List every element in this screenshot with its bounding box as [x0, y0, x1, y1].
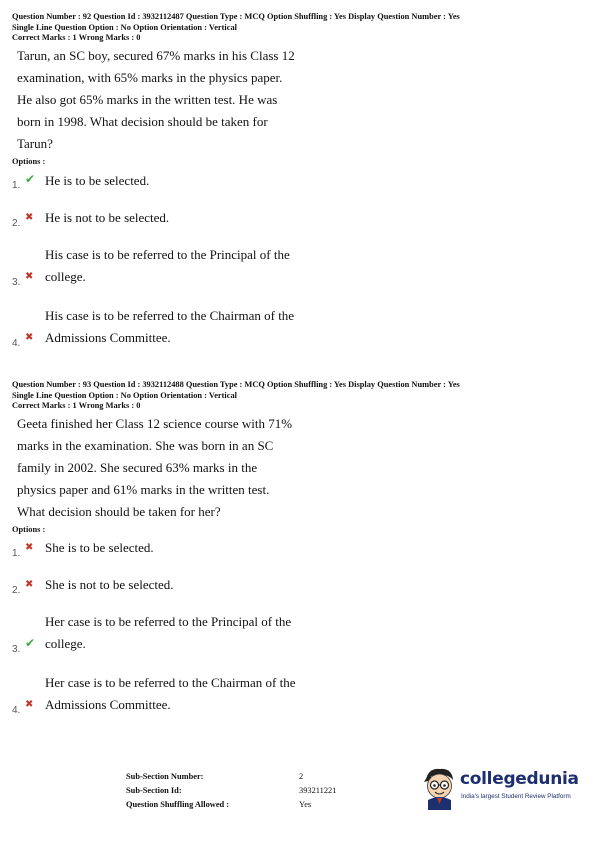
option-text-line1: His case is to be referred to the Principal of the: [45, 247, 290, 262]
stem-line: He also got 65% marks in the written test. He was: [17, 91, 278, 107]
question-92: [12, 12, 587, 167]
cross-icon: ✖: [25, 579, 34, 590]
option-1: [12, 170, 587, 192]
question-stem: [17, 45, 332, 155]
option-text: He is to be selected.: [45, 173, 150, 188]
question-meta-line2: Single Line Question Option : No Option Orientation : Vertical: [12, 390, 237, 400]
stem-line: marks in the examination. She was born in an SC: [17, 437, 274, 453]
check-icon: ✔: [25, 636, 36, 650]
option-number: 1.: [12, 180, 21, 191]
marks-line: Correct Marks : 1 Wrong Marks : 0: [12, 401, 141, 410]
option-text: He is not to be selected.: [45, 210, 170, 225]
option-text-line2: college.: [45, 636, 86, 651]
subsection-number-label: Sub-Section Number:: [126, 772, 204, 781]
option-text-line1: His case is to be referred to the Chairman of the: [45, 308, 295, 323]
option-text-line2: college.: [45, 269, 86, 284]
question-meta: Question Number : 92 Question Id : 3932112487 Question Type : MCQ Option Shuffling : Yes Display Question Number : Yes: [12, 12, 460, 21]
option-text: She is to be selected.: [45, 540, 154, 555]
stem-line: Geeta finished her Class 12 science course with 71%: [17, 415, 293, 431]
option-text-line2: Admissions Committee.: [45, 697, 171, 712]
mascot-icon: [420, 766, 458, 810]
option-text-line2: Admissions Committee.: [45, 330, 171, 345]
option-number: 4.: [12, 338, 21, 349]
question-stem: [17, 413, 332, 523]
question-meta-line2: Single Line Question Option : No Option Orientation : Vertical: [12, 22, 237, 32]
stem-line: What decision should be taken for her?: [17, 503, 221, 519]
option-1: [12, 537, 587, 559]
question-93: [12, 380, 587, 535]
option-2: [12, 574, 587, 596]
question-meta: Question Number : 93 Question Id : 3932112488 Question Type : MCQ Option Shuffling : Yes Display Question Number : Yes: [12, 380, 460, 389]
logo-tagline: India's largest Student Review Platform: [461, 793, 571, 800]
option-3: [12, 244, 587, 288]
marks-line: Correct Marks : 1 Wrong Marks : 0: [12, 33, 141, 42]
stem-line: examination, with 65% marks in the physics paper.: [17, 69, 283, 85]
option-number: 3.: [12, 644, 21, 655]
option-number: 4.: [12, 705, 21, 716]
stem-line: born in 1998. What decision should be taken for: [17, 113, 268, 129]
shuffling-value: Yes: [299, 800, 312, 809]
option-number: 2.: [12, 585, 21, 596]
option-3: [12, 611, 587, 655]
cross-icon: ✖: [25, 699, 34, 710]
option-text-line1: Her case is to be referred to the Chairman of the: [45, 675, 296, 690]
option-number: 1.: [12, 548, 21, 559]
option-number: 2.: [12, 218, 21, 229]
subsection-number-value: 2: [299, 772, 304, 781]
cross-icon: ✖: [25, 332, 34, 343]
stem-line: physics paper and 61% marks in the written test.: [17, 481, 270, 497]
option-text-line1: Her case is to be referred to the Principal of the: [45, 614, 292, 629]
stem-line: family in 2002. She secured 63% marks in the: [17, 459, 258, 475]
options-label: Options :: [12, 524, 46, 534]
option-2: [12, 207, 587, 229]
cross-icon: ✖: [25, 212, 34, 223]
check-icon: ✔: [25, 172, 36, 186]
subsection-id-value: 393211221: [299, 786, 337, 795]
option-4: [12, 305, 587, 349]
cross-icon: ✖: [25, 271, 34, 282]
options-label: Options :: [12, 156, 46, 166]
collegedunia-logo: [420, 766, 585, 810]
cross-icon: ✖: [25, 542, 34, 553]
subsection-id-label: Sub-Section Id:: [126, 786, 182, 795]
options-list: [12, 537, 587, 716]
option-4: [12, 672, 587, 716]
options-list: [12, 170, 587, 349]
stem-line: Tarun, an SC boy, secured 67% marks in his Class 12: [17, 47, 295, 63]
logo-brand-text: collegedunia: [460, 769, 579, 789]
shuffling-label: Question Shuffling Allowed :: [126, 800, 230, 809]
option-text: She is not to be selected.: [45, 577, 174, 592]
stem-line: Tarun?: [17, 135, 53, 151]
option-number: 3.: [12, 277, 21, 288]
